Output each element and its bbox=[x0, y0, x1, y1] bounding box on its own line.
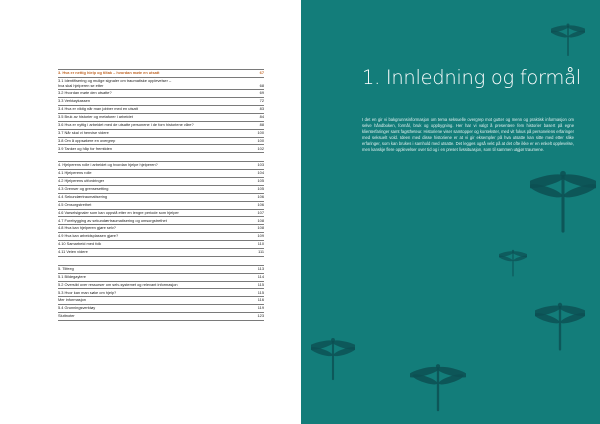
toc-entry-page: 100 bbox=[257, 137, 264, 143]
toc-entry[interactable] bbox=[58, 145, 264, 153]
toc-entry[interactable] bbox=[58, 90, 264, 98]
toc-entry[interactable] bbox=[58, 78, 264, 90]
toc-entry-title: 5. Tilfeeg bbox=[58, 265, 74, 271]
toc-entry[interactable] bbox=[58, 217, 264, 225]
dragonfly-icon bbox=[535, 300, 585, 360]
toc-entry-page: 110 bbox=[257, 241, 264, 247]
toc-entry[interactable] bbox=[58, 210, 264, 218]
toc-entry[interactable] bbox=[58, 170, 264, 178]
toc-entry-page: 123 bbox=[257, 313, 264, 319]
chapter-title: 1. Innledning og formål bbox=[362, 66, 581, 89]
toc-entry-page: 88 bbox=[259, 121, 264, 127]
toc-entry-title: 5.1 Bildegaylere bbox=[58, 273, 86, 279]
toc-entry-title: 4.5 Omsorgstrethet bbox=[58, 201, 92, 207]
toc-entry-title: 5.2 Oversikt over ressurser om selv-systemet og relevant informasjon bbox=[58, 281, 178, 287]
toc-entry-title: 4.11 Veien videre bbox=[58, 249, 88, 255]
toc-entry-page: 107 bbox=[257, 209, 264, 215]
toc-entry-page: 119 bbox=[257, 305, 264, 311]
table-of-contents bbox=[58, 69, 264, 329]
toc-entry-page: 106 bbox=[257, 193, 264, 199]
toc-entry[interactable] bbox=[58, 161, 264, 170]
toc-entry-title: 4. Hjelperens rolle i arbeidet og hvordan hjelpe hjelperen? bbox=[58, 162, 158, 168]
toc-entry-title: 5.4 Grunningsverktøy bbox=[58, 305, 96, 311]
toc-entry-title: 4.8 Hva kan hjelperen gjøre selv? bbox=[58, 225, 116, 231]
dragonfly-icon bbox=[311, 336, 355, 388]
toc-entry[interactable] bbox=[58, 289, 264, 297]
toc-entry-title: 3.2 Hvordan møte den utsatte? bbox=[58, 90, 112, 96]
toc-entry-title: 4.6 Varselsignaler som kan oppstå etter en lengre periode som hjelper bbox=[58, 209, 179, 215]
toc-entry-page: 84 bbox=[259, 114, 264, 120]
toc-entry[interactable] bbox=[58, 249, 264, 257]
toc-entry-page: 108 bbox=[257, 217, 264, 223]
toc-entry[interactable] bbox=[58, 122, 264, 130]
toc-entry-title: Mer informasjon bbox=[58, 297, 86, 303]
toc-entry-page: 114 bbox=[257, 273, 264, 279]
toc-entry-title: 3.1 Identifisering og mulige signaler om traumatiske opplevelser – hva skal hjelperen se etter bbox=[58, 77, 172, 88]
toc-entry-title: 3. Hva er nettig hielp og tiltak – hvordan møte en utsatt bbox=[58, 70, 160, 76]
toc-entry-title: 3.8 Om å oppsøkere en overgrep bbox=[58, 137, 116, 143]
toc-entry-page: 103 bbox=[257, 162, 264, 168]
toc-entry[interactable] bbox=[58, 297, 264, 305]
toc-entry[interactable] bbox=[58, 282, 264, 290]
toc-entry-page: 68 bbox=[259, 82, 264, 88]
toc-entry[interactable] bbox=[58, 106, 264, 114]
toc-entry[interactable] bbox=[58, 241, 264, 249]
toc-section bbox=[58, 265, 264, 321]
toc-entry-title: 4.4 Sekundærtraumatisering bbox=[58, 193, 108, 199]
toc-entry-page: 104 bbox=[257, 170, 264, 176]
toc-entry-title: Sluttnoter bbox=[58, 313, 75, 319]
toc-section bbox=[58, 161, 264, 257]
toc-entry[interactable] bbox=[58, 265, 264, 274]
toc-entry-page: 115 bbox=[257, 281, 264, 287]
toc-entry[interactable] bbox=[58, 69, 264, 78]
toc-entry-page: 100 bbox=[257, 129, 264, 135]
toc-entry[interactable] bbox=[58, 305, 264, 313]
toc-entry[interactable] bbox=[58, 98, 264, 106]
toc-entry-page: 111 bbox=[258, 249, 264, 255]
toc-entry-title: 3.4 Hva er viktig når man jobber med en utsatt bbox=[58, 106, 138, 112]
toc-entry-page: 105 bbox=[257, 186, 264, 192]
toc-entry-title: 4.1 Hjelperens rolle bbox=[58, 170, 92, 176]
toc-entry-page: 102 bbox=[257, 145, 264, 151]
dragonfly-icon bbox=[530, 168, 596, 244]
toc-entry-page: 115 bbox=[257, 289, 264, 295]
toc-entry-page: 116 bbox=[257, 297, 264, 303]
toc-entry-title: 3.9 Tanker og håp for fremtiden bbox=[58, 145, 112, 151]
toc-section bbox=[58, 69, 264, 153]
dragonfly-icon bbox=[410, 362, 466, 420]
toc-entry-title: 4.9 Hva kan arbeidsplassen gjøre? bbox=[58, 233, 119, 239]
toc-entry[interactable] bbox=[58, 194, 264, 202]
toc-entry[interactable] bbox=[58, 130, 264, 138]
toc-entry[interactable] bbox=[58, 178, 264, 186]
toc-entry-page: 106 bbox=[257, 201, 264, 207]
right-page bbox=[301, 0, 600, 424]
toc-entry-title: 3.6 Hva er nyttig i arbeidet med de utsatte personene i de forn historiene våre? bbox=[58, 121, 194, 127]
toc-entry-title: 5.3 Hvor kan man søke om hjelp? bbox=[58, 289, 117, 295]
toc-entry-page: 105 bbox=[257, 178, 264, 184]
dragonfly-icon bbox=[551, 22, 585, 62]
toc-entry-title: 4.10 Samarbeid med folk bbox=[58, 241, 102, 247]
toc-entry-page: 67 bbox=[259, 70, 264, 76]
toc-entry-page: 109 bbox=[257, 233, 264, 239]
toc-entry-page: 83 bbox=[259, 106, 264, 112]
toc-entry-title: 4.3 Grenser og grensesetting bbox=[58, 186, 109, 192]
toc-entry-title: 4.7 Forebygging av sekundærtraumatisering og omsorgstrethet bbox=[58, 217, 167, 223]
dragonfly-icon bbox=[499, 248, 527, 282]
toc-entry-title: 4.2 Hjelperens utfordringer bbox=[58, 178, 105, 184]
toc-entry-page: 72 bbox=[259, 98, 264, 104]
toc-entry[interactable] bbox=[58, 225, 264, 233]
toc-entry[interactable] bbox=[58, 233, 264, 241]
toc-entry-title: 3.3 Verktøykassen bbox=[58, 98, 91, 104]
toc-entry[interactable] bbox=[58, 186, 264, 194]
toc-entry[interactable] bbox=[58, 274, 264, 282]
toc-entry[interactable] bbox=[58, 313, 264, 321]
toc-entry-title: 3.5 Bruk av historier og metaforer i arbeidet bbox=[58, 114, 133, 120]
toc-entry[interactable] bbox=[58, 202, 264, 210]
toc-entry-page: 108 bbox=[257, 225, 264, 231]
toc-entry[interactable] bbox=[58, 138, 264, 146]
chapter-intro-text: I det en gir vi bakgrunnsinformasjon om tema seksuelle overgrep mot gutter og menn og praktisk informasjon om selve håndboken, formål, bruk og oppbygning. Her har vi valgt å presentere fem historier basert på egne klienterfaringer samt fagstheteur. Historiene viser samtopper og kontekster, med vit fokus på personelens erfaringer med seksuelt vold. Ideen med disse historiene er at vi gir eksempler på hva utsatte kan sitte med etter slike erfaringer, som kan brukes i samhold med utsatte. Det legges også vekt på at det ofte ikke er en enkelt opplevelse, men kanskje flere opplevelser over tid og i en preset livssituasjon, som til sammen utgjør traumene. bbox=[362, 117, 574, 153]
toc-entry-title: 3.7 Når skal vi henvise videre bbox=[58, 129, 109, 135]
toc-entry[interactable] bbox=[58, 114, 264, 122]
toc-entry-page: 113 bbox=[257, 265, 264, 271]
toc-entry-page: 69 bbox=[259, 90, 264, 96]
